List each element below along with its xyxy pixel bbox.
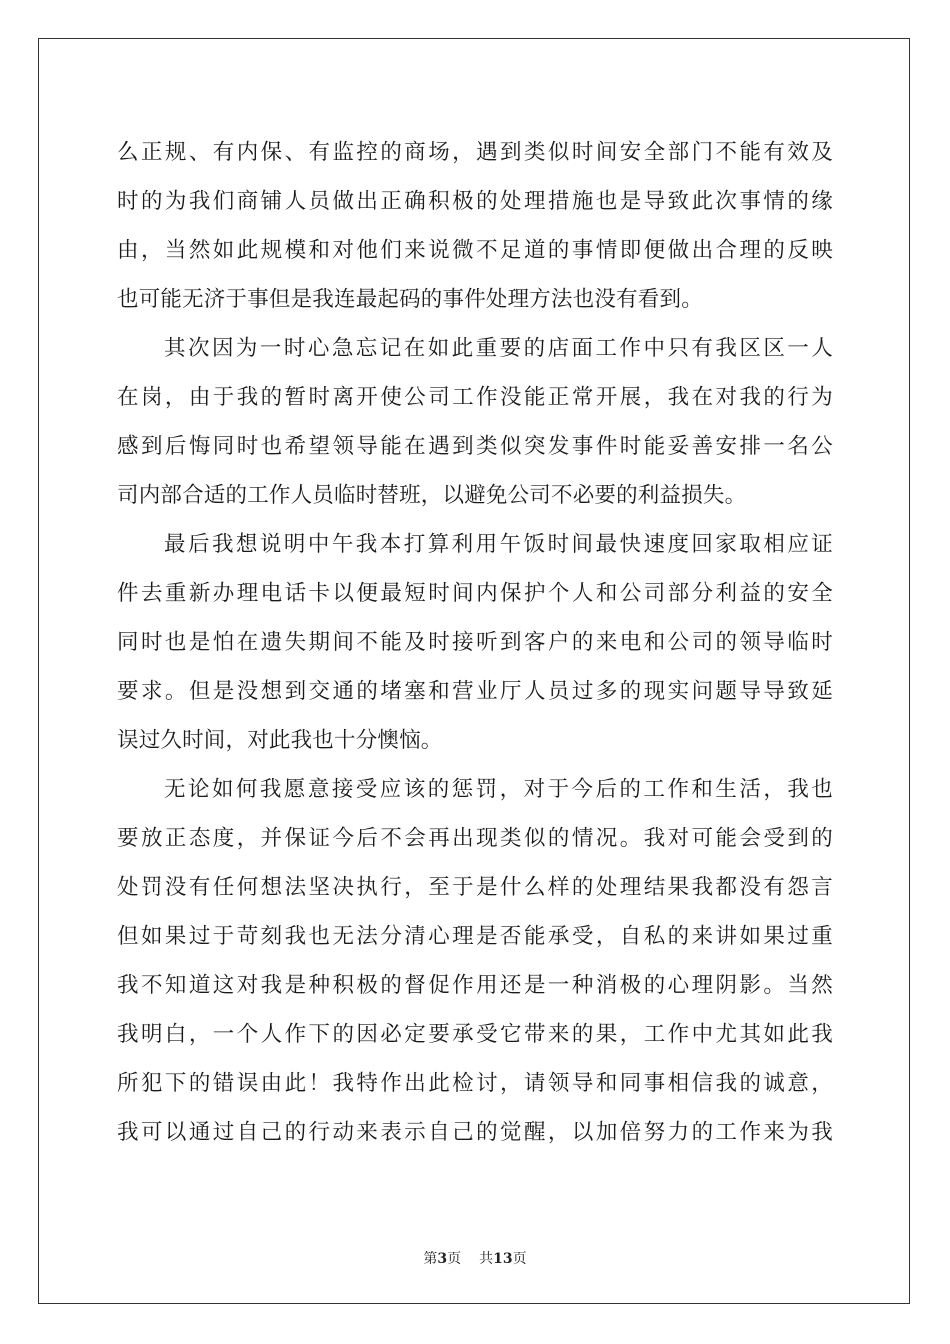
- footer-total-number: 13: [493, 1251, 513, 1267]
- text-line: 司内部合适的工作人员临时替班，以避免公司不必要的利益损失。: [117, 483, 747, 508]
- text-line: 要求。但是没想到交通的堵塞和营业厅人员过多的现实问题导导致延: [117, 679, 833, 704]
- text-line: 件去重新办理电话卡以便最短时间内保护个人和公司部分利益的安全: [117, 581, 833, 606]
- text-line: 但如果过于苛刻我也无法分清心理是否能承受，自私的来讲如果过重: [117, 924, 833, 949]
- text-line: 所犯下的错误由此！我特作出此检讨，请领导和同事相信我的诚意，: [117, 1071, 833, 1096]
- text-line: 时的为我们商铺人员做出正确积极的处理措施也是导致此次事情的缘: [117, 189, 833, 214]
- document-body: [117, 128, 833, 1157]
- footer-page-number: 3: [437, 1251, 448, 1267]
- footer-total-prefix: 共: [479, 1251, 494, 1267]
- text-line: 处罚没有任何想法坚决执行，至于是什么样的处理结果我都没有怨言: [117, 875, 833, 900]
- text-line: 无论如何我愿意接受应该的惩罚，对于今后的工作和生活，我也: [164, 777, 833, 802]
- text-line: 感到后悔同时也希望领导能在遇到类似突发事件时能妥善安排一名公: [117, 434, 833, 459]
- text-line: 要放正态度，并保证今后不会再出现类似的情况。我对可能会受到的: [117, 826, 833, 851]
- text-line: 么正规、有内保、有监控的商场，遇到类似时间安全部门不能有效及: [117, 140, 833, 165]
- text-line: 由，当然如此规模和对他们来说微不足道的事情即便做出合理的反映: [117, 238, 833, 263]
- footer-page-prefix: 第: [423, 1251, 438, 1267]
- text-line: 我可以通过自己的行动来表示自己的觉醒，以加倍努力的工作来为我: [117, 1120, 833, 1145]
- text-line: 我明白，一个人作下的因必定要承受它带来的果，工作中尤其如此我: [117, 1022, 833, 1047]
- page-footer: [0, 1248, 950, 1268]
- text-line: 同时也是怕在遗失期间不能及时接听到客户的来电和公司的领导临时: [117, 630, 833, 655]
- text-line: 最后我想说明中午我本打算利用午饭时间最快速度回家取相应证: [164, 532, 833, 557]
- text-line: 我不知道这对我是种积极的督促作用还是一种消极的心理阴影。当然: [117, 973, 833, 998]
- text-line: 其次因为一时心急忘记在如此重要的店面工作中只有我区区一人: [164, 336, 833, 361]
- footer-total-suffix: 页: [512, 1251, 527, 1267]
- text-line: 误过久时间，对此我也十分懊恼。: [117, 728, 443, 753]
- footer-page-suffix: 页: [447, 1251, 462, 1267]
- text-line: 在岗，由于我的暂时离开使公司工作没能正常开展，我在对我的行为: [117, 385, 833, 410]
- text-line: 也可能无济于事但是我连最起码的事件处理方法也没有看到。: [117, 287, 703, 312]
